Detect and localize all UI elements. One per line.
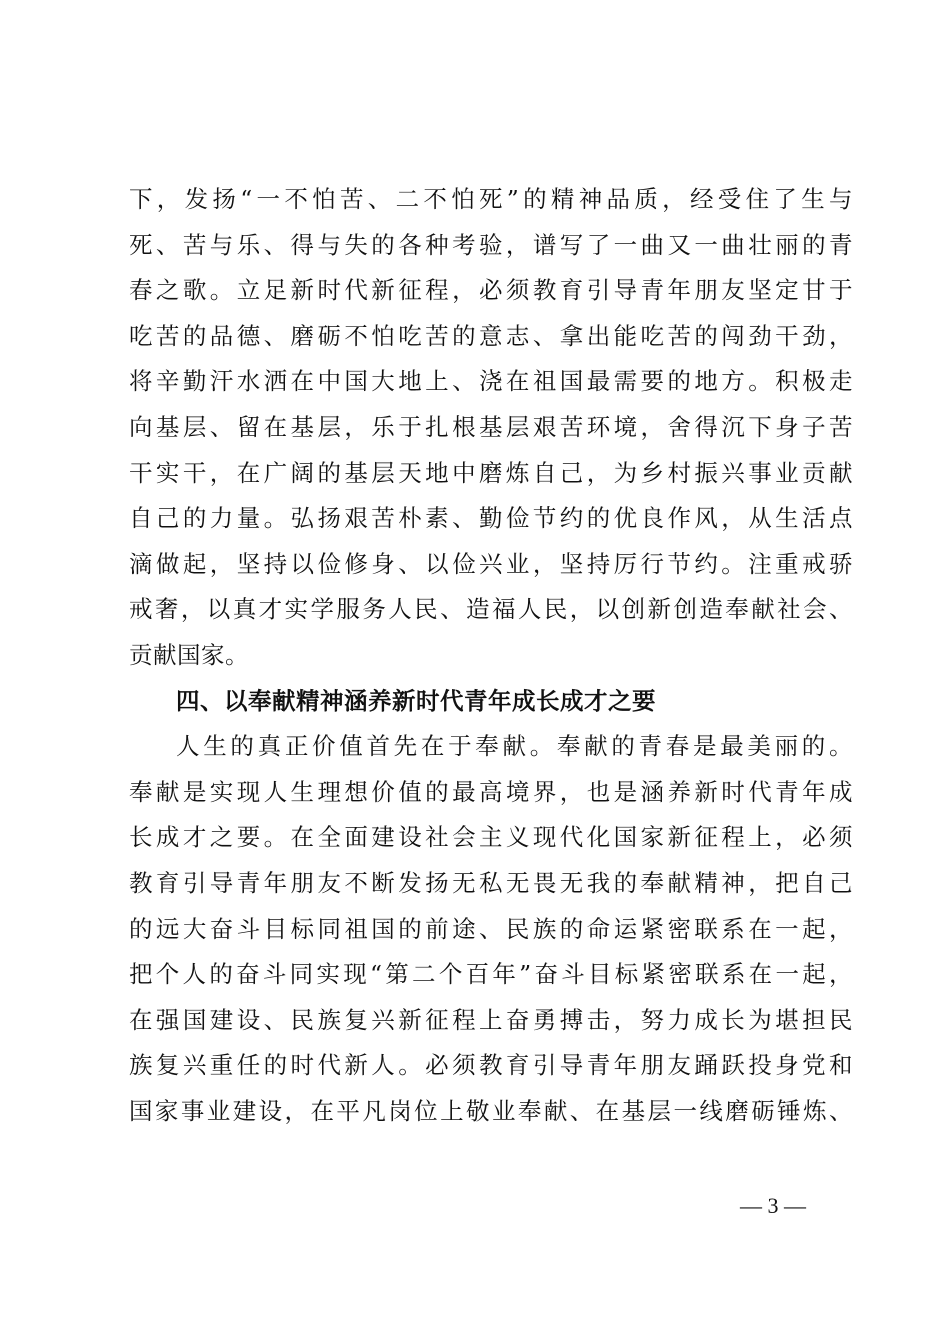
text-line: 贡献国家。: [129, 640, 249, 669]
text-line: 自己的力量。弘扬艰苦朴素、勤俭节约的优良作风，从生活点: [129, 504, 853, 533]
text-line: 人生的真正价值首先在于奉献。奉献的青春是最美丽的。: [176, 732, 853, 761]
text-line: 在强国建设、民族复兴新征程上奋勇搏击，努力成长为堪担民: [129, 1005, 853, 1034]
text-line: 向基层、留在基层，乐于扎根基层艰苦环境，舍得沉下身子苦: [129, 412, 853, 441]
text-line: 干实干，在广阔的基层天地中磨炼自己，为乡村振兴事业贡献: [129, 458, 853, 487]
text-line: 把个人的奋斗同实现“第二个百年”奋斗目标紧密联系在一起，: [129, 960, 853, 989]
text-line: 滴做起，坚持以俭修身、以俭兴业，坚持厉行节约。注重戒骄: [129, 549, 853, 578]
text-line: 族复兴重任的时代新人。必须教育引导青年朋友踊跃投身党和: [129, 1051, 853, 1080]
section-heading: 四、以奉献精神涵养新时代青年成长成才之要: [176, 686, 656, 715]
text-line: 国家事业建设，在平凡岗位上敬业奉献、在基层一线磨砺锤炼、: [129, 1096, 853, 1125]
text-line: 教育引导青年朋友不断发扬无私无畏无我的奉献精神，把自己: [129, 868, 853, 897]
body-text: [129, 177, 853, 1134]
text-line: 下，发扬“一不怕苦、二不怕死”的精神品质，经受住了生与: [129, 185, 853, 213]
text-line: 将辛勤汗水洒在中国大地上、浇在祖国最需要的地方。积极走: [129, 367, 853, 396]
text-line: 吃苦的品德、磨砺不怕吃苦的意志、拿出能吃苦的闯劲干劲，: [129, 321, 853, 350]
text-line: 奉献是实现人生理想价值的最高境界，也是涵养新时代青年成: [129, 777, 853, 806]
text-line: 戒奢，以真才实学服务人民、造福人民，以创新创造奉献社会、: [129, 595, 853, 624]
page-number: — 3 —: [740, 1193, 806, 1218]
text-line: 春之歌。立足新时代新征程，必须教育引导青年朋友坚定甘于: [129, 276, 853, 305]
text-line: 死、苦与乐、得与失的各种考验，谱写了一曲又一曲壮丽的青: [129, 230, 853, 259]
text-line: 的远大奋斗目标同祖国的前途、民族的命运紧密联系在一起，: [129, 914, 853, 943]
text-line: 长成才之要。在全面建设社会主义现代化国家新征程上，必须: [129, 823, 853, 852]
